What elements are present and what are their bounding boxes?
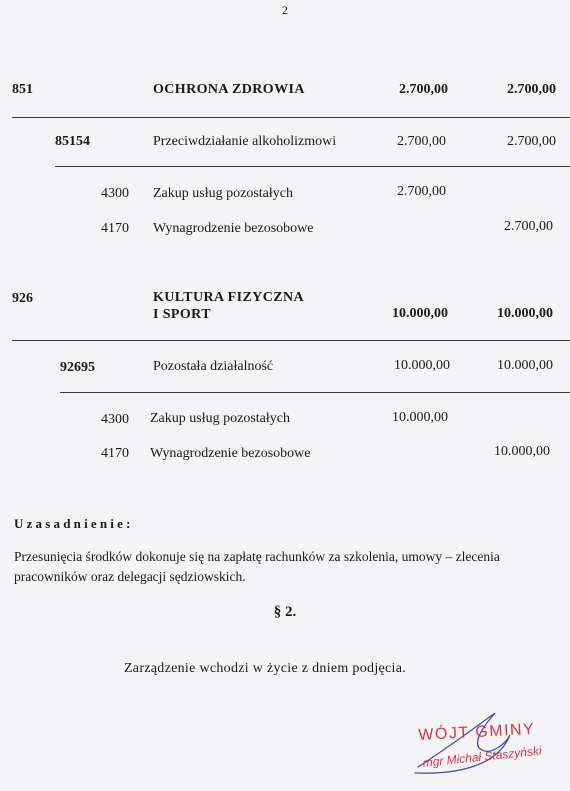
rozdzial-amount-2: 10.000,00	[497, 358, 553, 373]
rozdzial-code: 85154	[55, 134, 90, 149]
rozdzial-name: Pozostała działalność	[153, 359, 274, 374]
item-amount-2: 10.000,00	[494, 444, 550, 459]
rozdzial-amount-1: 2.700,00	[397, 134, 446, 149]
item-amount-1: 2.700,00	[397, 184, 446, 199]
item-code: 4300	[101, 412, 129, 427]
rozdzial-amount-2: 2.700,00	[507, 134, 556, 149]
rozdzial-code: 92695	[60, 360, 95, 375]
divider	[55, 166, 570, 167]
dzial-amount-1: 10.000,00	[392, 306, 448, 321]
item-amount-1: 10.000,00	[392, 410, 448, 425]
dzial-code: 851	[12, 82, 33, 97]
dzial-amount-1: 2.700,00	[399, 82, 448, 97]
item-code: 4170	[101, 446, 129, 461]
item-code: 4170	[101, 221, 129, 236]
stamp-title: WÓJT GMINY	[418, 720, 536, 744]
dzial-name: OCHRONA ZDROWIA	[153, 82, 305, 97]
justification-text: Przesunięcia środków dokonuje się na zapłatę rachunków za szkolenia, umowy – zlecenia pracowników oraz delegacji sędziowskich.	[14, 549, 500, 584]
item-code: 4300	[101, 186, 129, 201]
item-amount-2: 2.700,00	[504, 219, 553, 234]
dzial-name-line2: I SPORT	[153, 307, 211, 322]
divider	[12, 117, 570, 118]
dzial-code: 926	[12, 291, 33, 306]
paragraph-sign: § 2.	[273, 604, 297, 620]
item-name: Wynagrodzenie bezosobowe	[153, 221, 314, 236]
rozdzial-amount-1: 10.000,00	[394, 358, 450, 373]
divider	[60, 392, 570, 393]
item-name: Zakup usług pozostałych	[153, 186, 293, 201]
stamp-name: mgr Michał Staszyński	[422, 743, 543, 770]
item-name: Zakup usług pozostałych	[150, 411, 290, 426]
page-number: 2	[282, 3, 288, 17]
item-name: Wynagrodzenie bezosobowe	[150, 446, 311, 461]
justification-heading: Uzasadnienie:	[14, 516, 134, 531]
dzial-amount-2: 2.700,00	[507, 82, 556, 97]
dzial-amount-2: 10.000,00	[497, 306, 553, 321]
rozdzial-name: Przeciwdziałanie alkoholizmowi	[153, 134, 337, 149]
divider	[12, 340, 570, 341]
dzial-name-line1: KULTURA FIZYCZNA	[153, 290, 304, 305]
closing-text: Zarządzenie wchodzi w życie z dniem podjęcia.	[123, 661, 407, 676]
